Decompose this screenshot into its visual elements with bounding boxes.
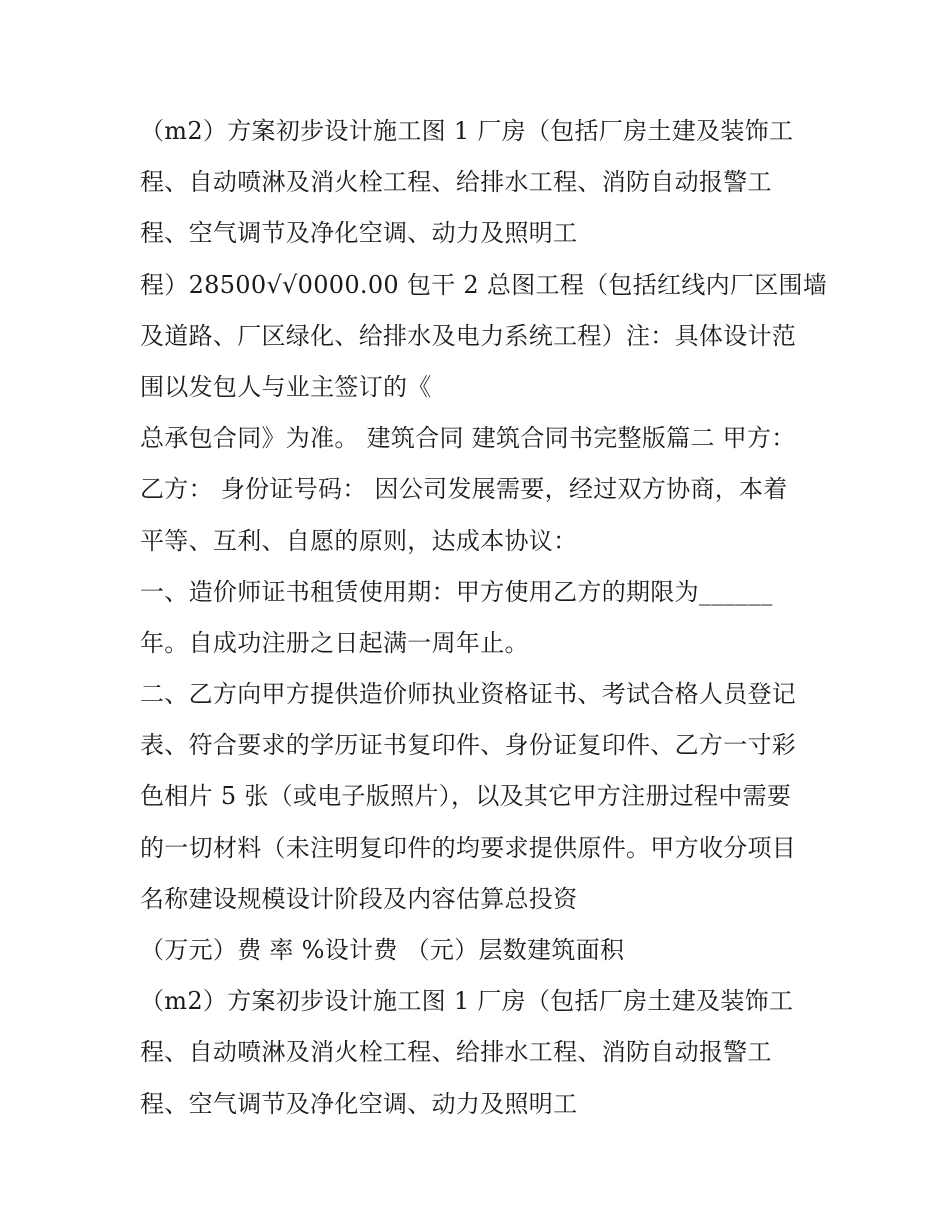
text-line: 的一切材料（未注明复印件的均要求提供原件。甲方收分项目 xyxy=(140,833,797,862)
text-line: 程、自动喷淋及消火栓工程、给排水工程、消防自动报警工 xyxy=(140,168,772,197)
text-line: 色相片 5 张（或电子版照片），以及其它甲方注册过程中需要 xyxy=(140,782,792,811)
text-line: 程）28500√√0000.00 包干 2 总图工程（包括红线内厂区围墙 xyxy=(140,270,828,299)
text-line: （m2）方案初步设计施工图 1 厂房（包括厂房土建及装饰工 xyxy=(140,117,794,145)
text-line: 平等、互利、自愿的原则，达成本协议： xyxy=(140,526,578,555)
text-line: 及道路、厂区绿化、给排水及电力系统工程）注：具体设计范 xyxy=(140,321,797,350)
text-line: （万元）费 率 %设计费 （元）层数建筑面积 xyxy=(140,936,625,964)
text-line: 年。自成功注册之日起满一周年止。 xyxy=(140,628,529,657)
text-line: （m2）方案初步设计施工图 1 厂房（包括厂房土建及装饰工 xyxy=(140,987,794,1016)
text-line: 程、空气调节及净化空调、动力及照明工 xyxy=(140,1089,578,1118)
text-line: 围以发包人与业主签订的《 xyxy=(140,372,432,401)
text-line: 乙方： 身份证号码： 因公司发展需要，经过双方协商，本着 xyxy=(140,475,788,504)
text-line: 程、空气调节及净化空调、动力及照明工 xyxy=(140,219,578,248)
text-line: 名称建设规模设计阶段及内容估算总投资 xyxy=(140,884,578,913)
document-body xyxy=(140,106,828,1130)
text-line: 表、符合要求的学历证书复印件、身份证复印件、乙方一寸彩 xyxy=(140,731,797,760)
text-line: 总承包合同》为准。 建筑合同 建筑合同书完整版篇二 甲方： xyxy=(140,424,796,453)
text-line: 一、造价师证书租赁使用期：甲方使用乙方的期限为______ xyxy=(140,577,773,606)
text-line: 二、乙方向甲方提供造价师执业资格证书、考试合格人员登记 xyxy=(140,680,797,709)
text-line: 程、自动喷淋及消火栓工程、给排水工程、消防自动报警工 xyxy=(140,1038,772,1067)
